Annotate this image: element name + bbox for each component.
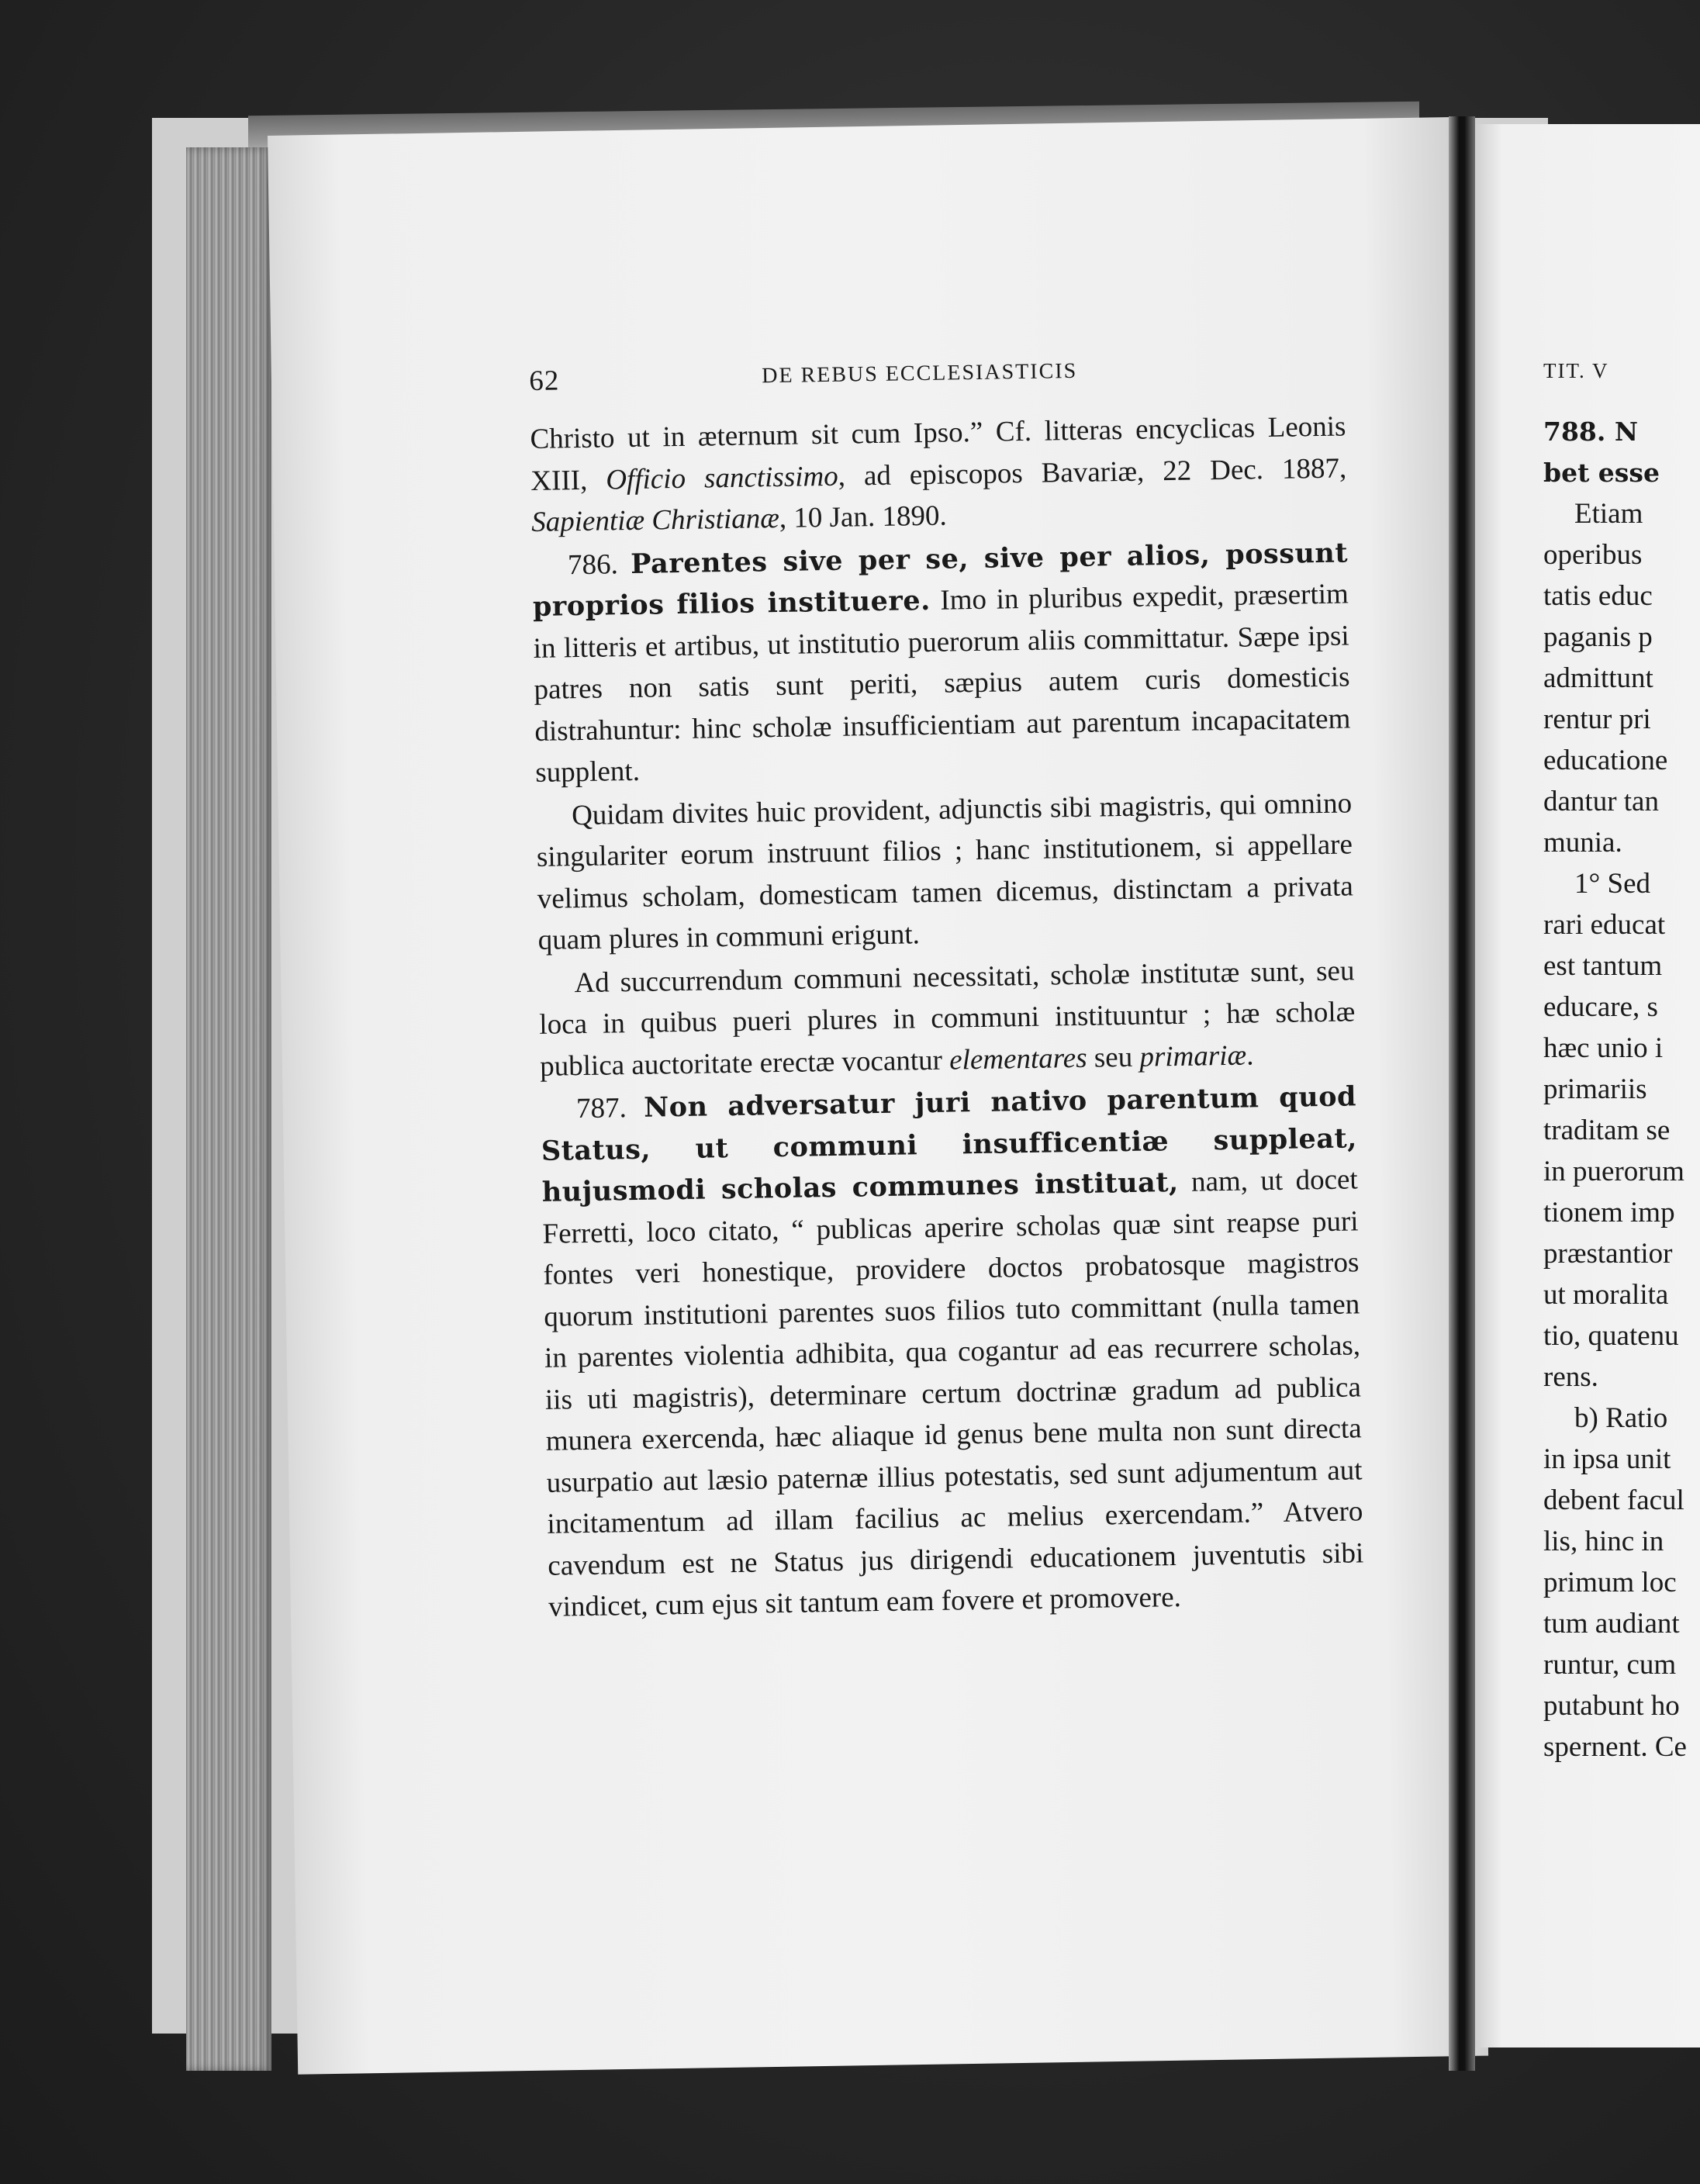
right-page-line: hæc unio i [1543,1032,1664,1064]
left-page-text [529,351,1364,1628]
paragraph-ad-succurrendum [538,950,1356,1087]
text-run: , ad episcopos Bavariæ, 22 Dec. 1887, [838,451,1347,492]
right-page-line: paganis p [1543,621,1653,653]
paragraph-number: 786. [567,548,631,581]
text-run: Ad succurrendum communi necessitati, scholæ institutæ sunt, seu loca in quibus pueri plures in communi instituuntur ; hæ scholæ publica auctoritate erectæ vocantur [539,954,1356,1083]
right-page-line: in ipsa unit [1543,1443,1671,1475]
right-page-line: putabunt ho [1543,1690,1680,1722]
right-page-lines [1543,411,1700,1768]
paragraph-quidam: Quidam divites huic provident, adjunctis sibi magistris, qui omnino singulariter eorum instruunt filios ; hanc institutionem, si appellare velimus scholam, domesticam tamen dicemus, distinctam a privata quam plures in communi erigunt. [536,786,1354,956]
right-page-line: tio, quatenu [1543,1320,1679,1352]
paragraph-heading: Parentes sive per se, sive per alios, possunt proprios filios instituere. [532,536,1349,623]
right-page-line: in puerorum [1543,1156,1684,1187]
right-page-line: primariis [1543,1073,1647,1105]
right-page-line: educatione [1543,745,1668,776]
right-page-line: munia. [1543,827,1622,859]
running-head-title: DE REBUS ECCLESIASTICIS [762,358,1078,389]
right-page-line: debent facul [1543,1484,1684,1516]
right-page-line: rens. [1543,1361,1598,1393]
page-number: 62 [529,365,560,397]
text-run: seu [1087,1041,1140,1074]
right-page-line: est tantum [1543,950,1663,982]
paragraph-body: Imo in pluribus expedit, præsertim in litteris et artibus, ut institutio puerorum aliis committatur. Sæpe ipsi patres non satis sunt periti, sæpius autem curis domesticis distrahuntur: hinc scholæ insufficientiam aut parentum incapacitatem supplent. [533,578,1351,789]
right-page-line: ut moralita [1543,1279,1669,1311]
right-page-line: primum loc [1543,1567,1677,1598]
paragraph-787 [541,1076,1365,1628]
right-page-line: 788. N [1543,416,1639,447]
right-page-line: tatis educ [1543,580,1653,612]
italic-title: Officio sanctissimo [605,460,838,496]
right-page-line: admittunt [1543,662,1653,694]
book-gutter [1449,116,1475,2071]
italic-term: primariæ [1139,1039,1247,1073]
right-page-text [1543,355,1700,1768]
right-running-head: TIT. V [1543,359,1609,382]
right-page-line: tionem imp [1543,1197,1675,1228]
right-page-line: rentur pri [1543,703,1651,735]
right-page-line: rari educat [1543,909,1666,941]
paragraph-number: 787. [575,1091,644,1125]
paragraph-body: nam, ut docet Ferretti, loco citato, “ publicas aperire scholas quæ sint reapse puri fontes veri honestique, providere doctos probatosque magistros quorum institutioni parentes suos filios tuto committant (nulla tamen in parentes violentia adhibita, qua cogantur ad eas recurrere scholas, iis uti magistris), determinare certum doctrinæ gradum ad publica munera exercenda, hæc aliaque id genus bene multa non sunt directa usurpatio aut læsio paternæ illius potestatis, sed sunt adjumentum aut incitamentum ad illam facilius ac melius exercendam.” Atvero cavendum est ne Status jus dirigendi educationem juventutis sibi vindicet, cum ejus sit tantum eam fovere et promovere. [542,1163,1364,1623]
right-page-line: educare, s [1543,991,1658,1023]
italic-title: Sapientiæ Christianæ [530,502,780,538]
right-page-line: dantur tan [1543,786,1659,817]
book-page-edges [186,147,271,2071]
right-page-line: runtur, cum [1543,1649,1677,1681]
right-page-line: lis, hinc in [1543,1526,1664,1557]
body-text [530,406,1364,1628]
text-run: . [1246,1038,1254,1072]
right-page-line: spernent. Ce [1543,1731,1687,1763]
paragraph-786 [532,532,1352,793]
text-run: , 10 Jan. 1890. [779,499,947,534]
right-page-line: præstantior [1543,1238,1673,1270]
right-page-line: traditam se [1543,1114,1671,1146]
right-page-line: bet esse [1543,458,1660,488]
italic-term: elementares [948,1042,1087,1076]
paragraph-heading: Non adversatur juri nativo parentum quod Status, ut communi insufficentiæ suppleat, hujusmodi scholas communes instituat, [541,1080,1358,1208]
right-page-line: tum audiant [1543,1608,1680,1640]
right-page-line: b) Ratio [1574,1402,1668,1434]
right-page-line: 1° Sed [1574,868,1651,900]
text-run: Christo ut in æternum sit cum Ipso.” Cf. litteras encyclicas Leonis XIII, [530,410,1346,497]
paragraph-intro [530,406,1347,543]
right-page-line: Etiam [1574,498,1643,530]
right-page-line: operibus [1543,539,1643,571]
